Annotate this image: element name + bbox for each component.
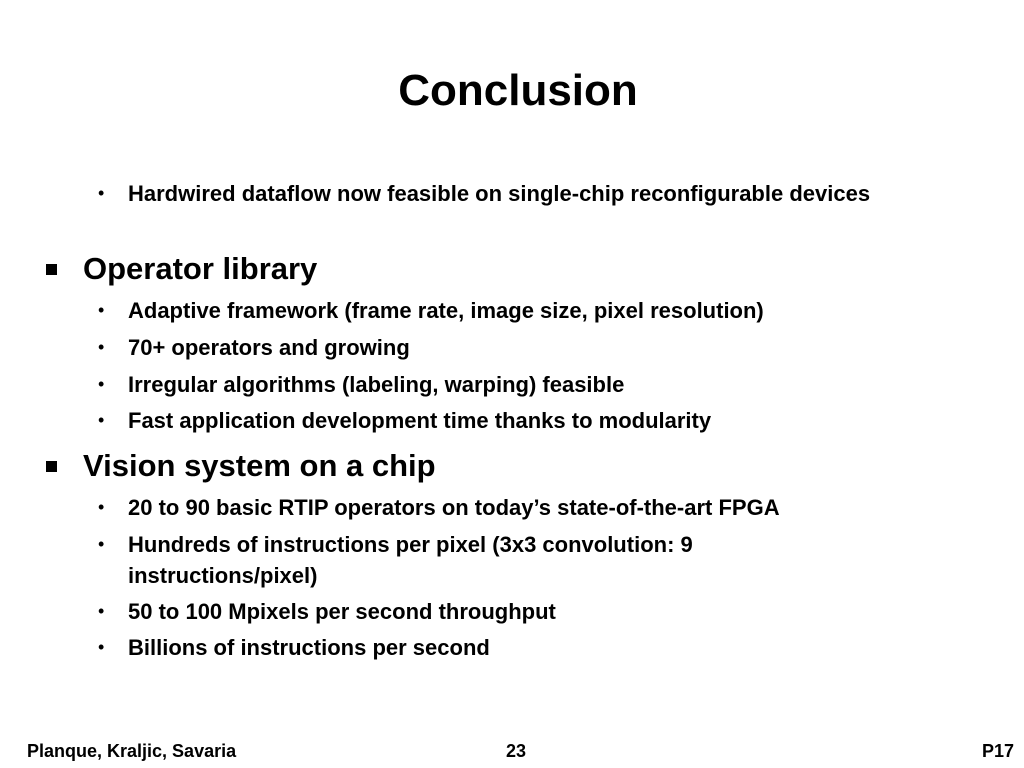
bullet-dot-icon: • [98,374,105,394]
list-item [98,529,848,591]
square-bullet-icon [46,461,57,472]
bullet-dot-icon: • [98,337,105,357]
list-item [98,295,928,326]
list-item [98,596,928,627]
bullet-dot-icon: • [98,534,105,554]
bullet-dot-icon: • [98,410,105,430]
list-item [98,332,928,363]
list-item-text: Fast application development time thanks to modularity [128,408,712,433]
list-item-text: 20 to 90 basic RTIP operators on today’s state-of-the-art FPGA [128,495,780,520]
section-heading-text: Vision system on a chip [83,448,436,483]
section-heading-text: Operator library [83,251,318,286]
section-heading-operator-library [83,250,317,288]
intro-bullet-text: Hardwired dataflow now feasible on single-chip reconfigurable devices [128,181,871,206]
list-item [98,405,928,436]
bullet-dot-icon: • [98,300,105,320]
section-heading-vision-system [83,447,436,485]
list-item [98,632,928,663]
list-item-text: Adaptive framework (frame rate, image size, pixel resolution) [128,298,764,323]
footer-page-number: 23 [505,741,527,761]
bullet-dot-icon: • [98,183,105,203]
footer-code: P17 [981,741,1014,761]
slide-title: Conclusion [398,66,638,115]
footer-authors: Planque, Kraljic, Savaria [27,741,237,761]
bullet-dot-icon: • [98,637,105,657]
intro-bullet-item [98,178,928,209]
list-item [98,492,928,523]
list-item-text: Billions of instructions per second [128,635,490,660]
list-item-text: 70+ operators and growing [128,335,410,360]
list-item-text: Irregular algorithms (labeling, warping) feasible [128,372,625,397]
list-item-text: Hundreds of instructions per pixel (3x3 convolution: 9 instructions/pixel) [128,532,693,588]
bullet-dot-icon: • [98,497,105,517]
bullet-dot-icon: • [98,601,105,621]
square-bullet-icon [46,264,57,275]
list-item-text: 50 to 100 Mpixels per second throughput [128,599,556,624]
list-item [98,369,928,400]
